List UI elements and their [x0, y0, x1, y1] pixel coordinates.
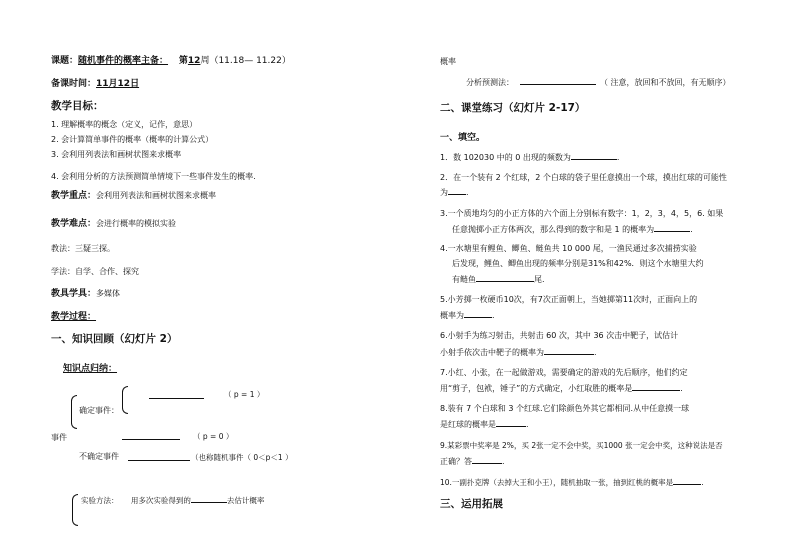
- key-label: 教学重点：: [51, 191, 97, 201]
- event-brace: [71, 395, 77, 429]
- question-text-end: 尾.: [534, 275, 545, 284]
- question-text: 小射手依次击中靶子的概率为: [440, 348, 544, 357]
- question-text: 10.一副扑克牌（去掉大王和小王），随机抽取一张，抽到红桃的概率是: [440, 478, 674, 487]
- question-text: 有鲢鱼: [452, 275, 476, 284]
- process-label: 教学过程：: [51, 312, 97, 322]
- week-range: 周（11.18— 11.22）: [200, 56, 291, 66]
- blank-line: [673, 476, 701, 485]
- question-7-cont: 用“剪子，包袱，锤子”的方式确定，小红取胜的概率是 .: [440, 384, 683, 393]
- topic-title: 随机事件的概率主备：: [78, 56, 169, 66]
- predict-note: （ 注意，放回和不放回，有无顺序）: [600, 78, 731, 87]
- topic-line: [51, 53, 291, 66]
- section-review: 一、知识回顾（幻灯片 2）: [51, 333, 178, 345]
- blank-line: [128, 460, 190, 461]
- question-text: 7.小红、小张，在一起做游戏，需要确定的游戏的先后顺序，他们约定: [440, 368, 688, 377]
- tools-label: 教具学具：: [51, 289, 97, 299]
- blank-line: [476, 273, 534, 282]
- predict-label: 分析预测法：: [466, 78, 514, 87]
- question-10: 10.一副扑克牌（去掉大王和小王），随机抽取一张，抽到红桃的概率是 .: [440, 478, 704, 487]
- blank-line: [149, 398, 204, 399]
- method-brace: [72, 494, 78, 526]
- question-text: 6.小射手为练习射击，共射击 60 次，其中 36 次击中靶子，试估计: [440, 331, 679, 340]
- p-equals-1: （ p = 1 ）: [224, 390, 265, 399]
- prep-label: 备课时间：: [51, 79, 97, 89]
- question-text: 3.一个质地均匀的小正方体的六个面上分别标有数字：1，2，3，4，5，6. 如果: [440, 209, 724, 218]
- question-1: 1．数 102030 中的 0 出现的频数为 .: [440, 153, 620, 162]
- blank-line: [191, 494, 227, 503]
- question-text: 4.一水塘里有鲤鱼、鲫鱼、鲢鱼共 10 000 尾，一渔民通过多次捕捞实验: [440, 244, 697, 253]
- question-text: 5.小芳掷一枚硬币10次，有7次正面朝上，当她掷第11次时，正面向上的: [440, 295, 698, 304]
- section-extension: 三、运用拓展: [440, 498, 503, 510]
- question-4: [440, 243, 697, 254]
- fill-label: 一、填空。: [440, 133, 486, 143]
- experiment-line: [81, 494, 264, 506]
- blank-line: [496, 418, 526, 427]
- top-word: 概率: [440, 57, 456, 66]
- blank-line: [520, 76, 596, 85]
- learn-method: 学法：自学、合作、探究: [51, 267, 139, 276]
- difficulty-text: 会进行概率的模拟实验: [96, 219, 177, 228]
- question-text: 为: [440, 188, 448, 197]
- tools-text: 多媒体: [96, 289, 121, 298]
- certain-brace: [122, 386, 128, 414]
- summary-label: 知识点归纳：: [63, 364, 118, 374]
- prep-date: 11月12日: [96, 79, 140, 89]
- tools-line: [51, 286, 120, 299]
- topic-label: 课题：: [51, 56, 79, 66]
- blank-line: [464, 309, 492, 318]
- question-5-cont: 概率为 .: [440, 311, 495, 320]
- week-number: 12: [187, 56, 201, 66]
- question-text: 2．在一个装有 2 个红球，2 个白球的袋子里任意摸出一个球，摸出红球的可能性: [440, 173, 727, 182]
- section-practice: 二、课堂练习（幻灯片 2-17）: [440, 102, 586, 114]
- question-text: 任意抛掷小正方体两次，那么得到的数字和是 1 的概率为: [452, 225, 655, 234]
- blank-line: [632, 382, 680, 391]
- experiment-text-end: 去估计概率: [226, 496, 265, 505]
- question-5: [440, 294, 697, 305]
- question-text: 1．数 102030 中的 0 出现的频数为: [440, 153, 571, 162]
- question-6-cont: 小射手依次击中靶子的概率为 .: [440, 348, 597, 357]
- blank-line: [571, 151, 617, 160]
- question-text: 正确？答: [440, 457, 472, 466]
- blank-line: [654, 223, 690, 232]
- question-6: [440, 330, 678, 341]
- p-equals-0: （ p = 0 ）: [193, 432, 234, 441]
- goal-item: 4. 会利用分析的方法预测简单情境下一些事件发生的概率.: [51, 172, 256, 181]
- certain-label: 确定事件：: [79, 406, 119, 415]
- blank-line: [544, 346, 594, 355]
- prep-line: [51, 76, 139, 89]
- goal-item: 1. 理解概率的概念（定义，记作，意思）: [51, 120, 198, 129]
- question-9-cont: 正确？答 .: [440, 457, 505, 466]
- experiment-text: 用多次实验得到的: [130, 496, 191, 505]
- question-text: 后发现，鲤鱼、鲫鱼出现的频率分别是31%和42%．则这个水塘里大约: [452, 259, 704, 268]
- question-2: [440, 172, 727, 183]
- question-2-cont: 为 .: [440, 188, 469, 197]
- difficulty-label: 教学难点：: [51, 219, 97, 229]
- teach-method: 教法：三疑三探。: [51, 244, 115, 253]
- question-text: 8.装有 7 个白球和 3 个红球.它们除颜色外其它都相同.从中任意摸一球: [440, 404, 690, 413]
- key-point: [51, 188, 216, 201]
- goals-title: 教学目标：: [51, 100, 104, 112]
- question-text: 9.某彩票中奖率是 2%，买 2张一定不会中奖，买1000 张一定会中奖，这种说法是否: [440, 441, 723, 450]
- question-text: 是红球的概率是: [440, 420, 496, 429]
- goal-item: 3. 会利用列表法和画树状图来求概率: [51, 150, 182, 159]
- question-9: [440, 440, 723, 451]
- blank-line: [472, 455, 502, 464]
- question-3-cont: 任意抛掷小正方体两次，那么得到的数字和是 1 的概率为 .: [452, 225, 693, 234]
- random-note: （也称随机事件（ 0＜p＜1 ）: [191, 453, 293, 462]
- question-8: [440, 403, 689, 414]
- question-4-cont: [452, 258, 704, 269]
- uncertain-label: 不确定事件: [79, 452, 119, 461]
- event-label: 事件: [51, 433, 67, 442]
- question-3: [440, 208, 723, 219]
- question-4-end: [452, 273, 545, 285]
- blank-line: [448, 186, 466, 195]
- question-text: 概率为: [440, 311, 464, 320]
- question-8-cont: 是红球的概率是 .: [440, 420, 529, 429]
- question-7: [440, 367, 688, 378]
- difficulty-point: [51, 216, 176, 229]
- predict-line: [466, 76, 731, 88]
- key-text: 会利用列表法和画树状图来求概率: [96, 191, 217, 200]
- experiment-label: 实验方法：: [81, 496, 119, 505]
- blank-line: [122, 439, 180, 440]
- question-text: 用“剪子，包袱，锤子”的方式确定，小红取胜的概率是: [440, 384, 633, 393]
- goal-item: 2. 会计算简单事件的概率（概率的计算公式）: [51, 135, 214, 144]
- week-prefix: 第: [178, 56, 188, 66]
